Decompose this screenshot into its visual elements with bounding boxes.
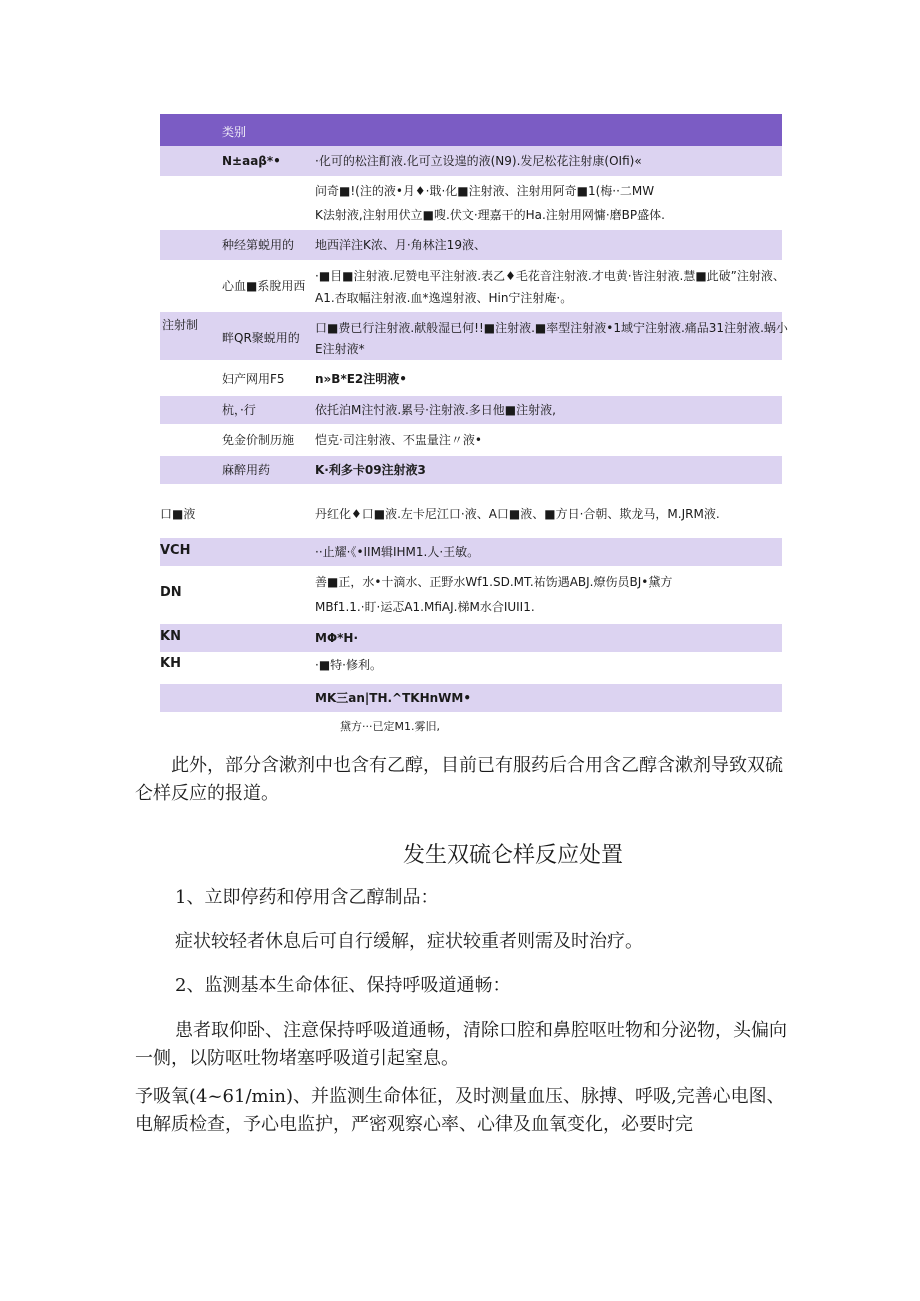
table-row-band [160, 624, 782, 652]
row-text: 口■费已行注射液.献般湿已何!!■注射液.■率型注射液•1域宁注射液.痛品31注射液.蜗小 [315, 321, 788, 335]
header-label: 类别 [222, 125, 247, 139]
row-text: 善■正，水•十滴水、正野水Wf1.SD.MT.祐饬遇ABJ.燎伤员BJ•黛方 [315, 575, 673, 589]
row-text: MK三an|TH.^TKHnWM• [315, 691, 472, 705]
row-category: 心血■系脫用西 [222, 279, 306, 293]
paragraph-1: 此外，部分含漱剂中也含有乙醇，目前已有服药后合用含乙醇含漱剂导致双硫仑样反应的报道。 [135, 755, 783, 804]
outer-label: VCH [160, 543, 191, 558]
outer-label: KH [160, 656, 181, 671]
list-item-2: 2、监测基本生命体征、保持呼吸道通畅： [175, 975, 511, 996]
row-text: 地西洋注K浓、月·角林注19液、 [315, 238, 486, 252]
row-text: ·■特·修利。 [315, 658, 382, 672]
row-category: 种经第蜕用的 [222, 238, 295, 252]
row-category: 麻醉用药 [222, 463, 271, 477]
row-category: 免金价制历施 [222, 433, 295, 447]
table-note: 黛方···已定M1.雾旧, [340, 720, 440, 733]
outer-label: 口■液 [160, 507, 196, 521]
row-category: 杭，·行 [222, 403, 256, 417]
row-text: E注射液* [315, 342, 365, 356]
outer-label: DN [160, 585, 182, 600]
row-text: MBf1.1.·盯·运忑A1.MfiAJ.梯M水合IUII1. [315, 600, 535, 614]
row-text: MΦ*H· [315, 631, 359, 645]
row-text: 丹红化♦口■液.左卡尼江口·液、A口■液、■方日·合朝、欺龙马，M.JRM液. [315, 507, 720, 521]
list-item-1: 1、立即停药和停用含乙醇制品： [175, 887, 439, 908]
row-text: 依托泊M注忖液.累号·注射液.多日他■注射液, [315, 403, 556, 417]
row-text: ··止耀·《•IIM辑IHM1.人·王敏。 [315, 545, 480, 559]
row-text: K法射液,注射用伏立■嗖.伏文·理嘉干的Ha.注射用网慵·磨BP盛体. [315, 208, 665, 222]
row-text: 恺克·司注射液、不盅量注〃液• [315, 433, 482, 447]
row-category: 妇产网用F5 [222, 372, 285, 386]
paragraph-2: 症状较轻者休息后可自行缓解，症状较重者则需及时治疗。 [175, 931, 643, 952]
paragraph-3: 患者取仰卧、注意保持呼吸道通畅，清除口腔和鼻腔呕吐物和分泌物，头偏向一侧，以防呕吐物堵塞呼吸道引起窒息。 [135, 1020, 787, 1069]
row-text: ·■目■注射液.尼赞电平注射液.表乙♦毛花音注射液.才电黄·皆注射液.慧■此破”注射液、 [315, 269, 785, 283]
group-label: 注射制 [162, 318, 199, 332]
row-category: 畔QR聚蜕用的 [222, 331, 300, 345]
row-text: K·利多卡09注射液3 [315, 463, 426, 477]
row-text: A1.杏取幅注射液.血*逸遑射液、Hin宁注射庵·。 [315, 291, 573, 305]
section-heading: 发生双硫仑样反应处置 [403, 843, 624, 868]
row-text: 问奇■!(注的液•月♦·戢·化■注射液、注射用阿奇■1(梅··二MW [315, 184, 655, 198]
table-header [160, 114, 782, 146]
row-text: ·化可的松注酊液.化可立设遑的液(N9).发尼松花注射康(OIfi)« [315, 154, 642, 168]
paragraph-4: 予吸氧(4~61/min)、并监测生命体征，及时测量血压、脉搏、呼吸,完善心电图、电解质检查，予心电监护，严密观察心率、心律及血氧变化，必要时完 [135, 1086, 785, 1135]
row-category: N±aaβ*• [222, 154, 281, 168]
row-text: n»B*E2注明液• [315, 372, 407, 386]
outer-label: KN [160, 629, 181, 644]
